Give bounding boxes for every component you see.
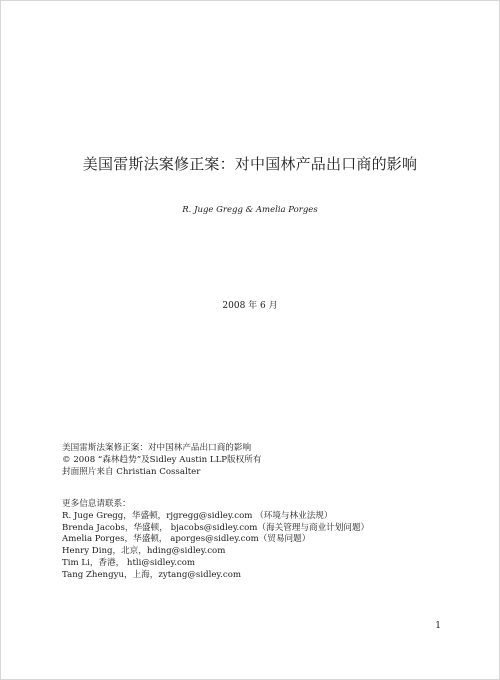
contacts-heading: 更多信息请联系：	[62, 499, 131, 509]
contact-line: Henry Ding，北京，hding@sidley.com	[62, 546, 226, 557]
contact-line: Tang Zhengyu，上海，zytang@sidley.com	[62, 569, 242, 580]
contacts-section	[62, 499, 369, 582]
info-line: 封面照片来自 Christian Cossalter	[62, 466, 201, 477]
info-line: © 2008 “森林趋势”及Sidley Austin LLP版权所有	[62, 454, 262, 465]
document-authors: R. Juge Gregg & Amelia Porges	[182, 205, 318, 215]
document-date: 2008 年 6 月	[222, 301, 278, 311]
contact-line: Tim Li，香港， htli@sidley.com	[62, 557, 196, 568]
document-title: 美国雷斯法案修正案：对中国林产品出口商的影响	[82, 155, 418, 173]
info-line: 美国雷斯法案修正案：对中国林产品出口商的影响	[62, 443, 252, 453]
contact-line: Brenda Jacobs，华盛顿， bjacobs@sidley.com（海关管理与商业计划问题）	[62, 522, 370, 533]
contact-line: Amelia Porges，华盛顿， aporges@sidley.com（贸易问题）	[62, 534, 311, 545]
publication-info	[62, 443, 261, 478]
page-number: 1	[435, 621, 441, 631]
contact-line: R. Juge Gregg，华盛顿，rjgregg@sidley.com （环境与林业法规）	[62, 510, 333, 521]
